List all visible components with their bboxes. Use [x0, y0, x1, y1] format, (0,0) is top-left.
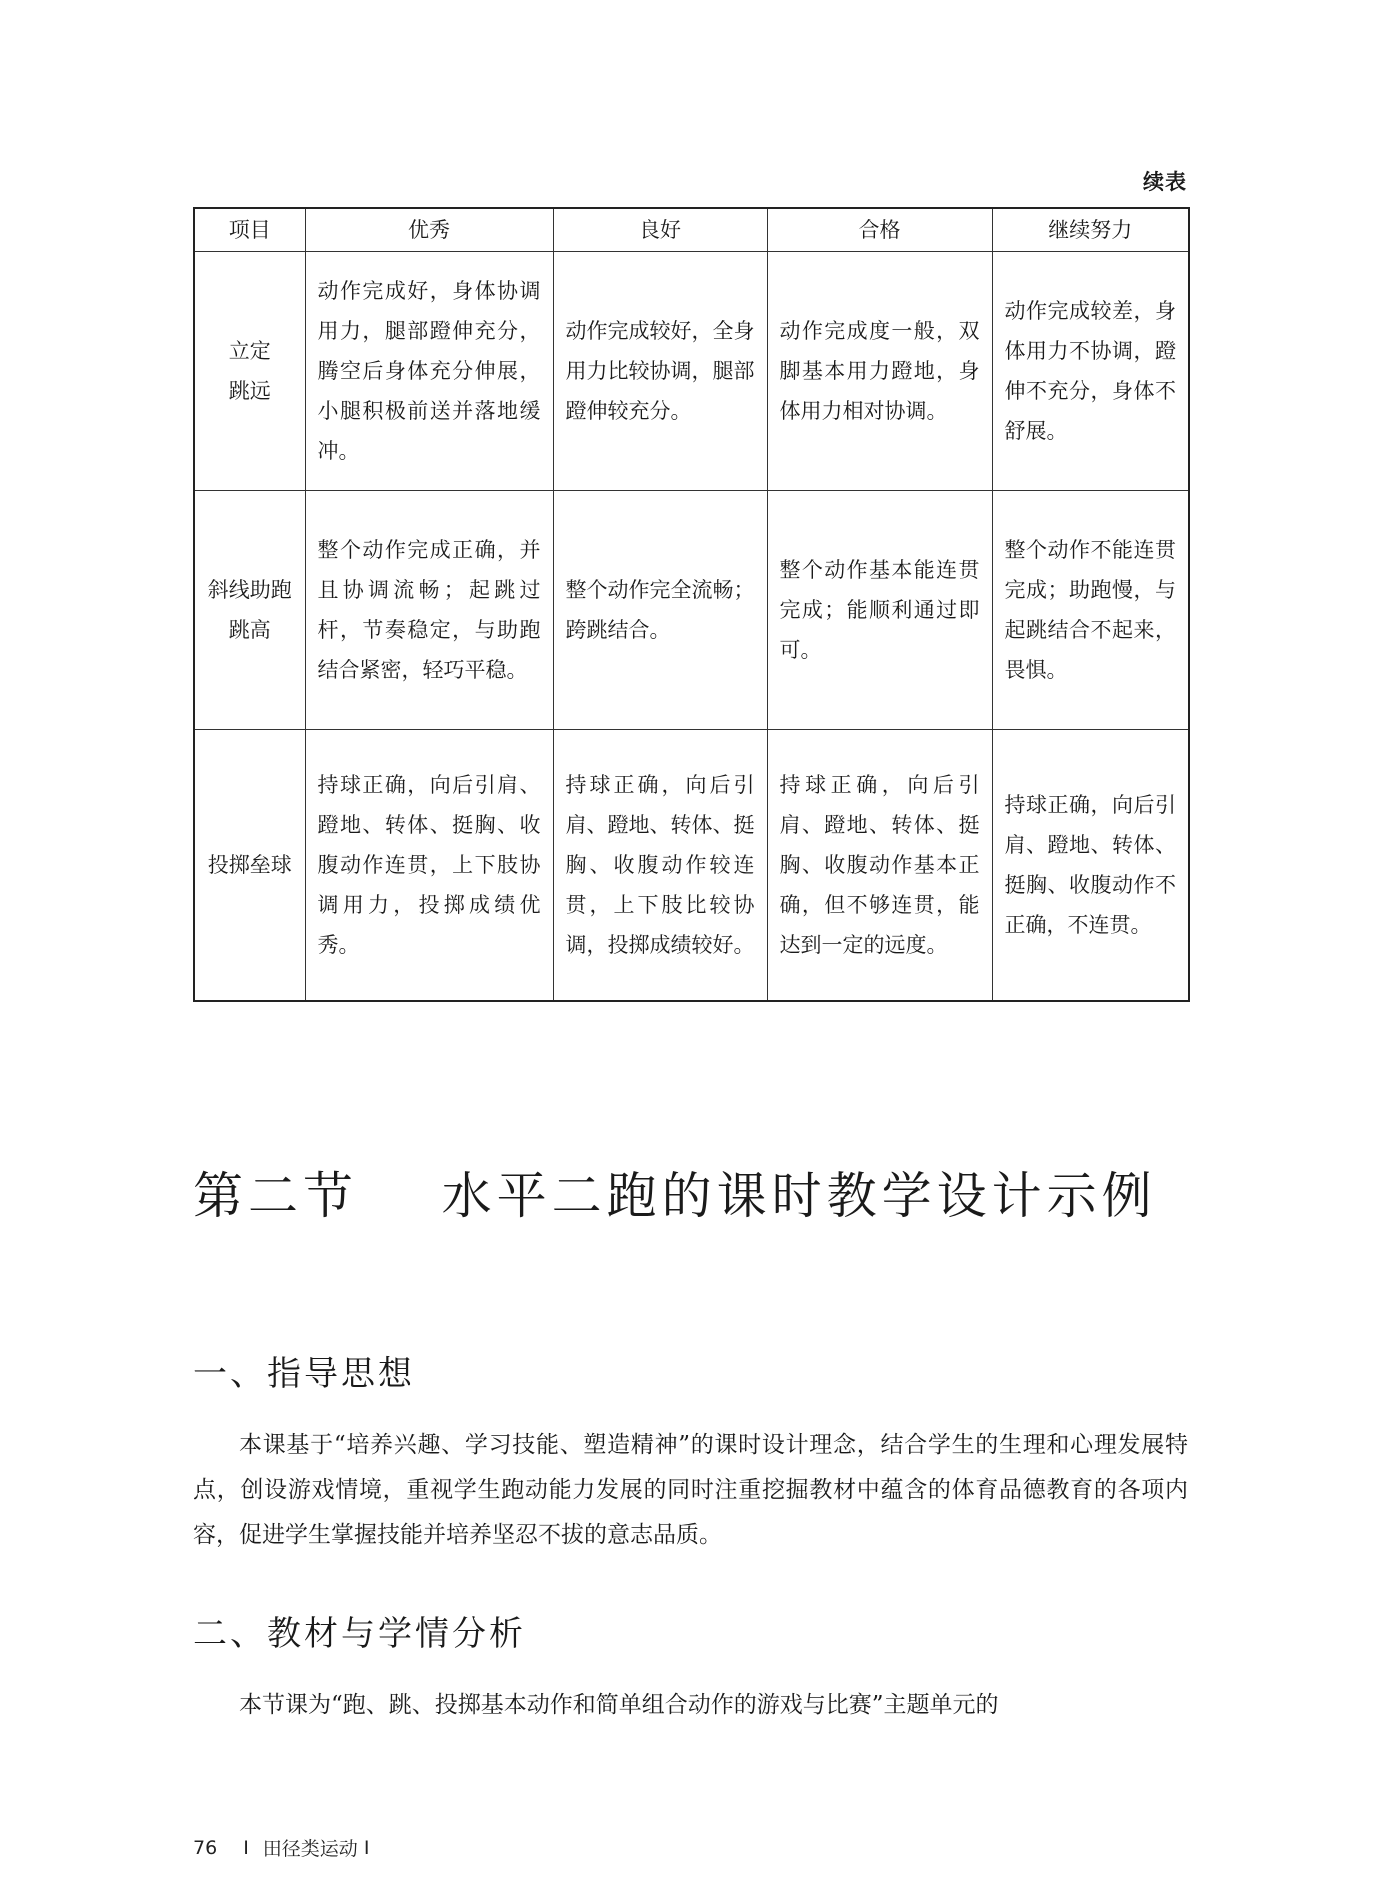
- header-excellent: 优秀: [305, 208, 553, 252]
- table-row: [194, 730, 1189, 1002]
- cell-excellent: 持球正确，向后引肩、蹬地、转体、挺胸、收腹动作连贯，上下肢协调用力，投掷成绩优秀。: [305, 730, 553, 1002]
- cell-good: 整个动作完全流畅；跨跳结合。: [553, 491, 767, 730]
- cell-good: 持球正确，向后引肩、蹬地、转体、挺胸、收腹动作较连贯，上下肢比较协调，投掷成绩较好。: [553, 730, 767, 1002]
- footer-separator: I: [363, 1836, 370, 1859]
- row-item-name: 斜线助跑 跳高: [194, 491, 305, 730]
- page-number: 76: [193, 1836, 218, 1859]
- cell-pass: 动作完成度一般，双脚基本用力蹬地，身体用力相对协调。: [767, 252, 992, 491]
- header-good: 良好: [553, 208, 767, 252]
- cell-effort: 动作完成较差，身体用力不协调，蹬伸不充分，身体不舒展。: [992, 252, 1189, 491]
- section-title: 第二节 水平二跑的课时教学设计示例: [193, 1166, 1157, 1225]
- assessment-table: [193, 207, 1190, 1002]
- table-header-row: [194, 208, 1189, 252]
- cell-effort: 整个动作不能连贯完成；助跑慢，与起跳结合不起来，畏惧。: [992, 491, 1189, 730]
- continued-table-label: 续表: [1143, 170, 1187, 194]
- cell-excellent: 动作完成好，身体协调用力，腿部蹬伸充分，腾空后身体充分伸展，小腿积极前送并落地缓冲。: [305, 252, 553, 491]
- cell-pass: 整个动作基本能连贯完成；能顺利通过即可。: [767, 491, 992, 730]
- table-row: [194, 252, 1189, 491]
- header-pass: 合格: [767, 208, 992, 252]
- subsection-heading: 二、教材与学情分析: [193, 1614, 526, 1655]
- cell-effort: 持球正确，向后引肩、蹬地、转体、挺胸、收腹动作不正确，不连贯。: [992, 730, 1189, 1002]
- book-title: 田径类运动: [262, 1838, 358, 1860]
- row-item-name: 立定 跳远: [194, 252, 305, 491]
- subsection-paragraph: 本课基于“培养兴趣、学习技能、塑造精神”的课时设计理念，结合学生的生理和心理发展特点，创设游戏情境，重视学生跑动能力发展的同时注重挖掘教材中蕴含的体育品德教育的各项内容，促进学生掌握技能并培养坚忍不拔的意志品质。: [193, 1432, 1188, 1548]
- subsection-heading: 一、指导思想: [193, 1354, 415, 1395]
- cell-excellent: 整个动作完成正确，并且协调流畅；起跳过杆，节奏稳定，与助跑结合紧密，轻巧平稳。: [305, 491, 553, 730]
- row-item-name: 投掷垒球: [194, 730, 305, 1002]
- subsection-paragraph: 本节课为“跑、跳、投掷基本动作和简单组合动作的游戏与比赛”主题单元的: [239, 1692, 999, 1718]
- page-footer: [193, 1834, 369, 1861]
- cell-pass: 持球正确，向后引肩、蹬地、转体、挺胸、收腹动作基本正确，但不够连贯，能达到一定的远度。: [767, 730, 992, 1002]
- footer-separator: I: [243, 1836, 249, 1859]
- header-effort: 继续努力: [992, 208, 1189, 252]
- cell-good: 动作完成较好，全身用力比较协调，腿部蹬伸较充分。: [553, 252, 767, 491]
- header-item: 项目: [194, 208, 305, 252]
- table-row: [194, 491, 1189, 730]
